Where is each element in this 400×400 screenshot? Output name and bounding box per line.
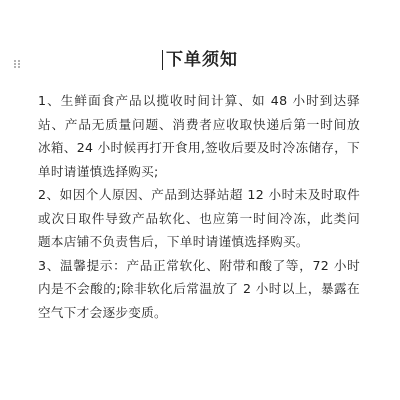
title-container	[0, 48, 400, 72]
paragraph-3: 3、温馨提示：产品正常软化、附带和酸了等，72 小时内是不会酸的;除非软化后常温放了 2 小时以上，暴露在空气下才会逐步变质。	[38, 257, 360, 320]
document-title: 下单须知	[166, 50, 238, 70]
paragraph-1: 1、生鲜面食产品以揽收时间计算、如 48 小时到达驿站、产品无质量问题、消费者应收取快递后第一时间放冰箱、24 小时候再打开食用,签收后要及时冷冻储存，下单时请谨慎选择购买;	[38, 93, 360, 179]
paragraph-2: 2、如因个人原因、产品到达驿站超 12 小时未及时取件或次日取件导致产品软化、也应第一时间冷冻，此类问题本店铺不负责售后，下单时请谨慎选择购买。	[38, 187, 360, 249]
document-title-block[interactable]	[162, 48, 238, 72]
document-body[interactable]	[38, 89, 360, 324]
text-cursor	[162, 50, 163, 70]
